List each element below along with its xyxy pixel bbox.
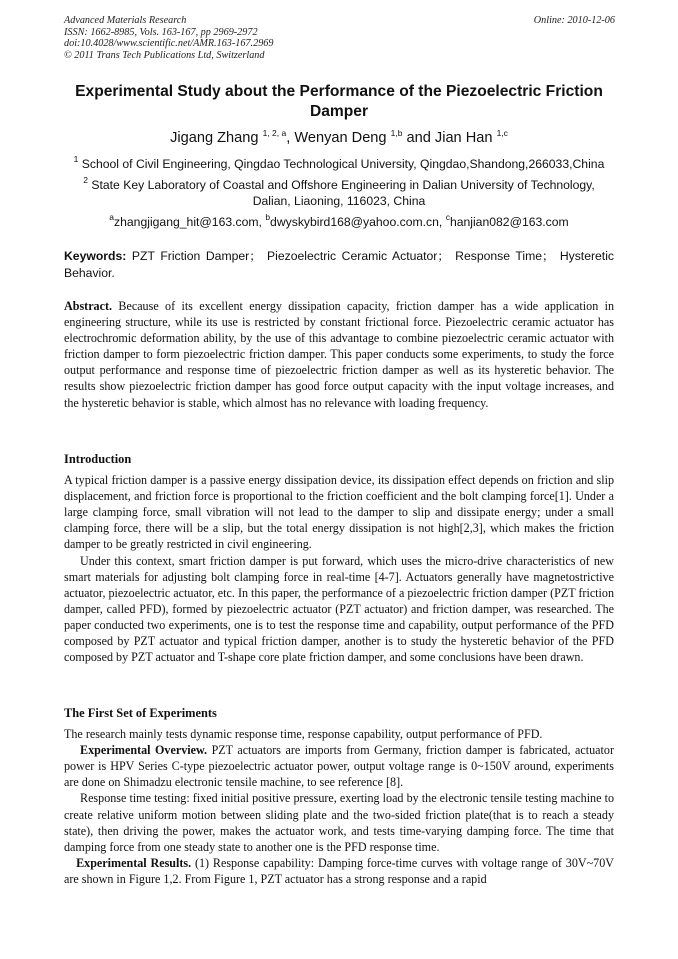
journal-name: Advanced Materials Research: [64, 15, 187, 26]
introduction-section: [64, 451, 614, 665]
copyright-line: © 2011 Trans Tech Publications Ltd, Switzerland: [64, 49, 265, 61]
first-set-section: [64, 705, 614, 887]
email-link[interactable]: zhangjigang_hit@163.com,: [114, 215, 266, 229]
author-affil-mark: 1,b: [390, 128, 403, 138]
issn-line: ISSN: 1662-8985, Vols. 163-167, pp 2969-2972: [64, 26, 258, 38]
affiliation-text: State Key Laboratory of Coastal and Offshore Engineering in Dalian University of Technology, Dalian, Liaoning, 116023, China: [91, 178, 595, 208]
journal-header: [64, 15, 273, 61]
subsection-label: Experimental Overview.: [80, 743, 208, 758]
author-list: [40, 129, 638, 147]
paragraph-text: (1) Response capability: Damping force-time curves with voltage range of 30V~70V are shown in Figure 1,2. From Figure 1, PZT actuator has a strong response and a rapid: [64, 855, 614, 886]
affiliation-mark: 1: [73, 154, 79, 164]
affiliation-mark: 2: [83, 175, 88, 185]
author-separator: and: [402, 130, 435, 146]
paper-title: Experimental Study about the Performance of the Piezoelectric Friction Damper: [75, 83, 603, 120]
paragraph: The research mainly tests dynamic response time, response capability, output performance of PFD.: [64, 727, 543, 742]
author-affil-mark: 1, 2, a: [262, 128, 287, 138]
abstract-text: Because of its excellent energy dissipation capacity, friction damper has a wide application in engineering structure, while its use is restricted by constant frictional force. Piezoelectric ceramic actuator has electrochromic deformation ability, by the use of this advantage to combine piezoelectric ceramic actuator with friction damper to form piezoelectric friction damper. This paper conducts some experiments, to study the force output performance and response time of piezoelectric friction damper as well as its hysteretic behavior. The results show piezoelectric friction damper has good force output capacity with the input voltage increases, and the hysteretic behavior is stable, which almost has no relevance with loading frequency.: [64, 299, 614, 410]
author-name: Jian Han: [434, 130, 493, 146]
abstract-label: Abstract.: [64, 299, 113, 313]
author-separator: ,: [286, 130, 295, 146]
affiliation-1: [40, 156, 638, 172]
email-list: [40, 214, 638, 230]
doi-line: doi:10.4028/www.scientific.net/AMR.163-167.2969: [64, 38, 274, 50]
keywords-label: Keywords:: [64, 249, 127, 263]
author-name: Jigang Zhang: [170, 130, 259, 146]
keywords: [64, 248, 614, 282]
author-affil-mark: 1,c: [496, 128, 508, 138]
section-heading: Introduction: [64, 452, 132, 466]
email-mark: a: [109, 212, 115, 222]
abstract: [64, 298, 614, 411]
affiliation-text: School of Civil Engineering, Qingdao Technological University, Qingdao,Shandong,266033,China: [81, 157, 605, 171]
paragraph: Response time testing: fixed initial positive pressure, exerting load by the electronic tensile testing machine to create relative uniform motion between sliding plate and the two-sided friction plate(that is to reach a steady state), then driving the power, makes the actuator work, and tests time-varying damping force. The time that damping force from one steady state to another one is the PFD response time.: [64, 791, 614, 854]
email-link[interactable]: hanjian082@163.com: [449, 215, 569, 229]
paragraph: A typical friction damper is a passive energy dissipation device, its dissipation effect depends on friction and slip displacement, and friction force is proportional to the friction coefficient and the bolt clamping force[1]. Under a large clamping force, small vibration will not lead to the damper to slip and dissipate energy; under a small clamping force, there will be a slip, but the total energy dissipation is not high[2,3], which makes the friction damper to be greatly restricted in civil engineering.: [64, 473, 614, 552]
author-name: Wenyan Deng: [294, 130, 387, 146]
online-date: Online: 2010-12-06: [533, 15, 615, 26]
keywords-text: PZT Friction Damper； Piezoelectric Ceramic Actuator； Response Time； Hysteretic Behavior.: [64, 249, 614, 280]
paragraph: Under this context, smart friction damper is put forward, which uses the micro-drive characteristics of new smart materials for adjusting bolt clamping force in real-time [4-7]. Actuators generally have magnetostrictive actuator, piezoelectric actuator, etc. In this paper, the performance of a piezoelectric friction damper (PZT friction damper, called PFD), formed by piezoelectric actuator (PZT actuator) and friction damper, was researched. The paper conducted two experiments, one is to test the response time and capability, output performance of the PFD composed by PZT actuator and typical friction damper, another is to study the hysteretic behavior of the PFD composed by PZT actuator and T-shape core plate friction damper, and some conclusions have been drawn.: [64, 553, 614, 665]
paragraph-text: PZT actuators are imports from Germany, friction damper is fabricated, actuator power is HPV Series C-type piezoelectric actuator power, output voltage range is 0~150V around, experiments are done on Shimadzu electronic tensile machine, to see reference [8].: [64, 743, 614, 790]
section-heading: The First Set of Experiments: [64, 706, 217, 720]
paragraph: [64, 855, 614, 887]
email-mark: b: [265, 212, 271, 222]
email-mark: c: [445, 212, 450, 222]
paragraph: [64, 742, 614, 790]
affiliation-2: [70, 177, 608, 209]
subsection-label: Experimental Results.: [76, 855, 192, 870]
email-link[interactable]: dwyskybird168@yahoo.com.cn,: [270, 215, 446, 229]
